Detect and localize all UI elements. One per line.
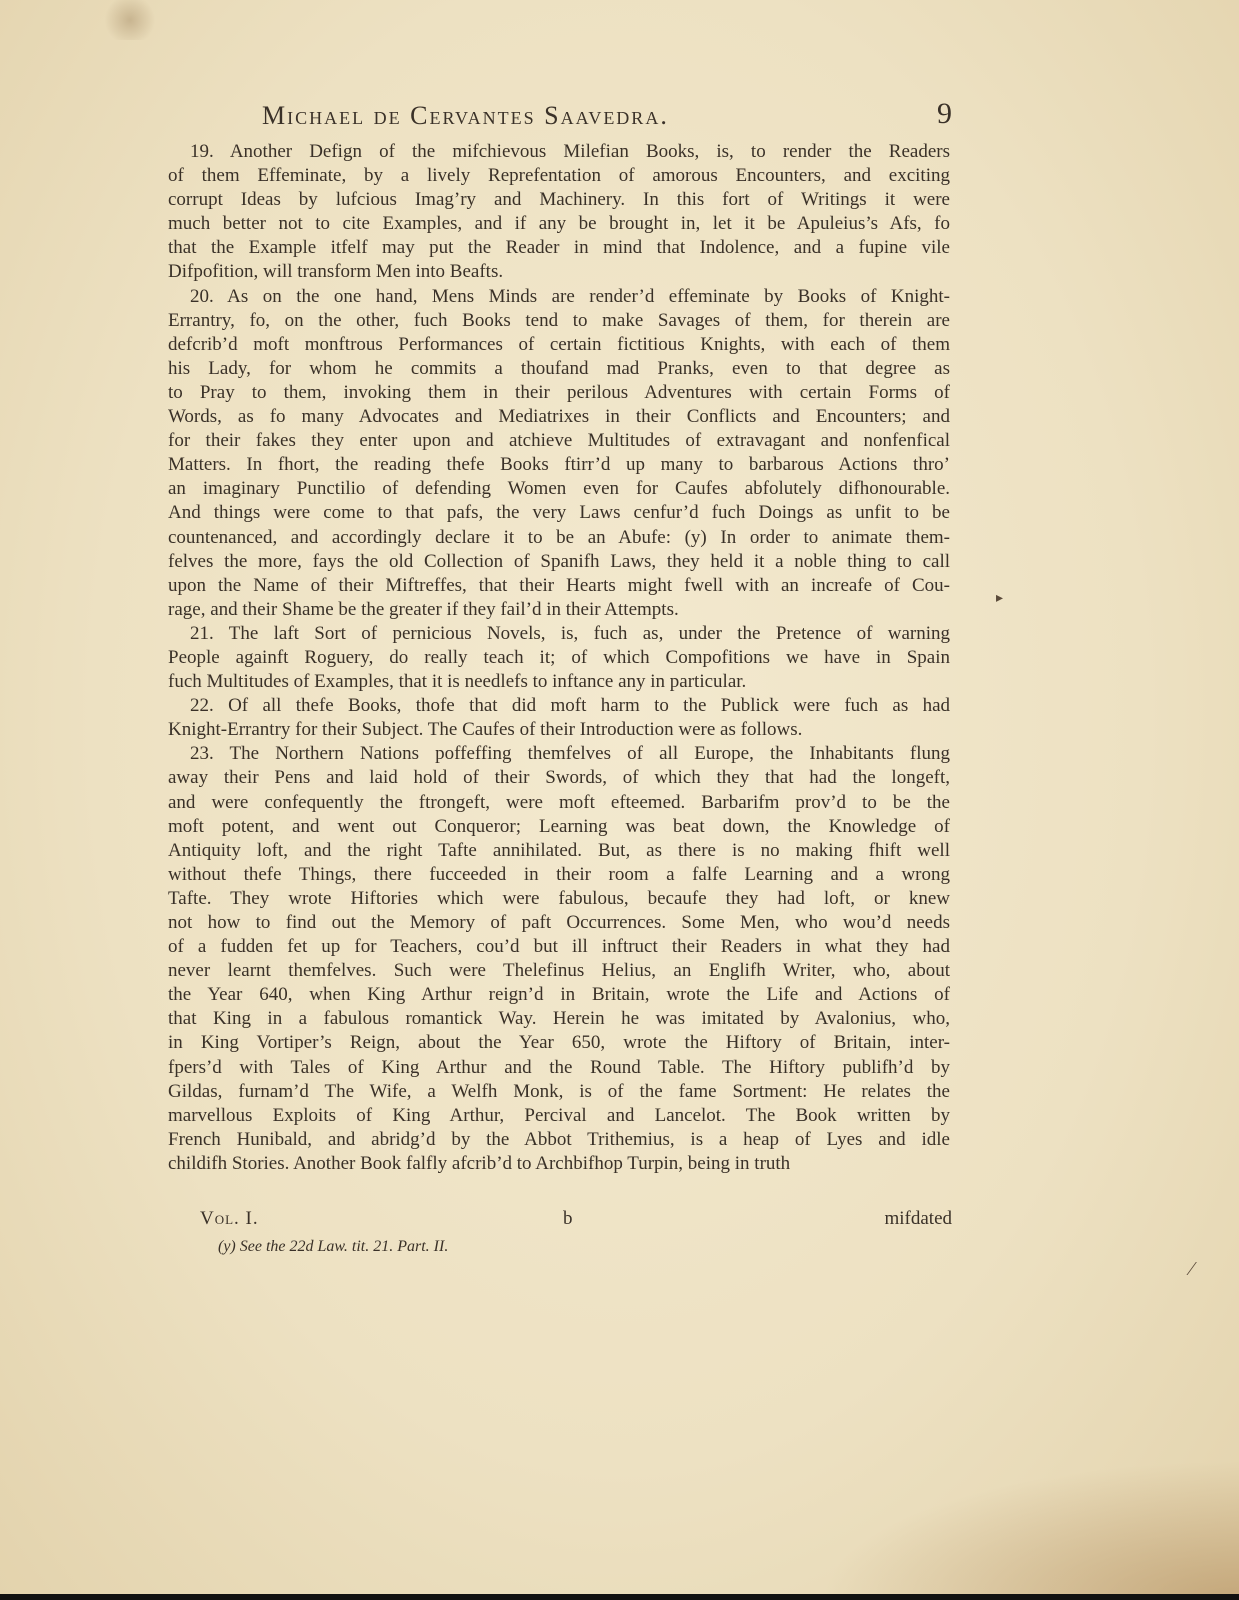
text-line: in King Vortiper’s Reign, about the Year 650, wrote the Hiftory of Britain, inter- <box>168 1032 950 1054</box>
text-line: French Hunibald, and abridg’d by the Abbot Trithemius, is a heap of Lyes and idle <box>168 1128 950 1150</box>
page-footer <box>200 1208 952 1234</box>
text-line: felves the more, fays the old Collection of Spanifh Laws, they held it a noble thing to call <box>168 550 950 572</box>
text-line: of a fudden fet up for Teachers, cou’d but ill inftruct their Readers in what they had <box>168 936 950 958</box>
text-line: People againft Roguery, do really teach it; of which Compofitions we have in Spain <box>168 646 950 668</box>
margin-stroke-icon: ⁄ <box>1190 1258 1194 1280</box>
text-line: for their fakes they enter upon and atchieve Multitudes of extravagant and nonfenfical <box>168 430 950 452</box>
text-line: the Year 640, when King Arthur reign’d in Britain, wrote the Life and Actions of <box>168 984 950 1006</box>
text-line: and were confequently the ftrongeft, were moft efteemed. Barbarifm prov’d to be the <box>168 791 950 813</box>
text-line: fuch Multitudes of Examples, that it is needlefs to inftance any in particular. <box>168 671 747 693</box>
text-line: moft potent, and went out Conqueror; Learning was beat down, the Knowledge of <box>168 815 950 837</box>
text-line: fpers’d with Tales of King Arthur and the Round Table. The Hiftory publifh’d by <box>168 1056 950 1078</box>
text-line: Words, as fo many Advocates and Mediatrixes in their Conflicts and Encounters; and <box>168 406 950 428</box>
text-line: countenanced, and accordingly declare it to be an Abufe: (y) In order to animate them- <box>168 526 950 548</box>
paper-stain <box>100 0 160 40</box>
text-line: Errantry, fo, on the other, fuch Books tend to make Savages of them, for therein are <box>168 309 950 331</box>
text-line: away their Pens and laid hold of their Swords, of which they that had the longeft, <box>168 767 950 789</box>
body-text <box>168 140 950 1176</box>
text-line: 19. Another Defign of the mifchievous Milefian Books, is, to render the Readers <box>190 141 950 162</box>
text-line: childifh Stories. Another Book falfly afcrib’d to Archbifhop Turpin, being in truth <box>168 1152 791 1174</box>
text-line: 21. The laft Sort of pernicious Novels, is, fuch as, under the Pretence of warning <box>190 622 950 644</box>
running-title: Michael de Cervantes Saavedra. <box>262 101 669 130</box>
text-line: Gildas, furnam’d The Wife, a Welfh Monk, is of the fame Sortment: He relates the <box>168 1080 950 1102</box>
text-line: rage, and their Shame be the greater if they fail’d in their Attempts. <box>168 598 679 620</box>
paper-stain <box>819 1460 1239 1600</box>
text-line: Knight-Errantry for their Subject. The Caufes of their Introduction were as follows. <box>168 719 803 741</box>
text-line: marvellous Exploits of King Arthur, Percival and Lancelot. The Book written by <box>168 1104 950 1126</box>
text-line: not how to find out the Memory of paft Occurrences. Some Men, who wou’d needs <box>168 912 950 933</box>
text-line: 20. As on the one hand, Mens Minds are render’d effeminate by Books of Knight- <box>190 285 950 307</box>
text-line: 22. Of all thefe Books, thofe that did moft harm to the Publick were fuch as had <box>190 695 950 717</box>
text-line: upon the Name of their Miftreffes, that their Hearts might fwell with an increafe of Cou- <box>168 574 950 596</box>
text-line: Difpofition, will transform Men into Beafts. <box>168 261 504 283</box>
text-line: that King in a fabulous romantick Way. Herein he was imitated by Avalonius, who, <box>168 1008 950 1030</box>
paragraph-p19 <box>168 140 950 285</box>
text-line: much better not to cite Examples, and if any be brought in, let it be Apuleius’s Afs, fo <box>168 213 950 235</box>
paragraph-p22 <box>168 694 950 742</box>
text-line: And things were come to that pafs, the very Laws cenfur’d fuch Doings as unfit to be <box>168 502 950 524</box>
paragraph-p21 <box>168 622 950 694</box>
text-line: without thefe Things, there fucceeded in their room a falfe Learning and a wrong <box>168 863 950 885</box>
text-line: defcrib’d moft monftrous Performances of certain fictitious Knights, with each of them <box>168 333 950 355</box>
text-line: corrupt Ideas by lufcious Imag’ry and Machinery. In this fort of Writings it were <box>168 189 950 211</box>
text-line: an imaginary Punctilio of defending Women even for Caufes abfolutely difhonourable. <box>168 478 950 500</box>
text-line: that the Example itfelf may put the Reader in mind that Indolence, and a fupine vile <box>168 237 950 259</box>
text-line: 23. The Northern Nations poffeffing themfelves of all Europe, the Inhabitants flung <box>190 743 950 765</box>
paragraph-p23 <box>168 742 950 1176</box>
paragraph-p20 <box>168 285 950 622</box>
signature-mark: b <box>563 1208 573 1229</box>
text-line: Matters. In fhort, the reading thefe Books ftirr’d up many to barbarous Actions thro’ <box>168 454 950 476</box>
page-number: 9 <box>937 97 952 130</box>
text-line: Tafte. They wrote Hiftories which were fabulous, becaufe they had loft, or knew <box>168 887 950 909</box>
scan-edge <box>0 1594 1239 1600</box>
text-line: of them Effeminate, by a lively Reprefentation of amorous Encounters, and exciting <box>168 165 950 187</box>
text-line: Antiquity loft, and the right Tafte annihilated. But, as there is no making fhift well <box>168 839 950 861</box>
text-line: his Lady, for whom he commits a thoufand mad Pranks, even to that degree as <box>168 357 950 379</box>
catchword: mifdated <box>884 1208 952 1229</box>
volume-label: Vol. I. <box>200 1208 259 1229</box>
margin-arrow-icon: ▸ <box>996 591 1004 606</box>
running-header <box>262 97 952 137</box>
footnote: (y) See the 22d Law. tit. 21. Part. II. <box>218 1238 449 1255</box>
text-line: never learnt themfelves. Such were Thelefinus Helius, an Englifh Writer, who, about <box>168 960 950 982</box>
text-line: to Pray to them, invoking them in their perilous Adventures with certain Forms of <box>168 381 950 403</box>
